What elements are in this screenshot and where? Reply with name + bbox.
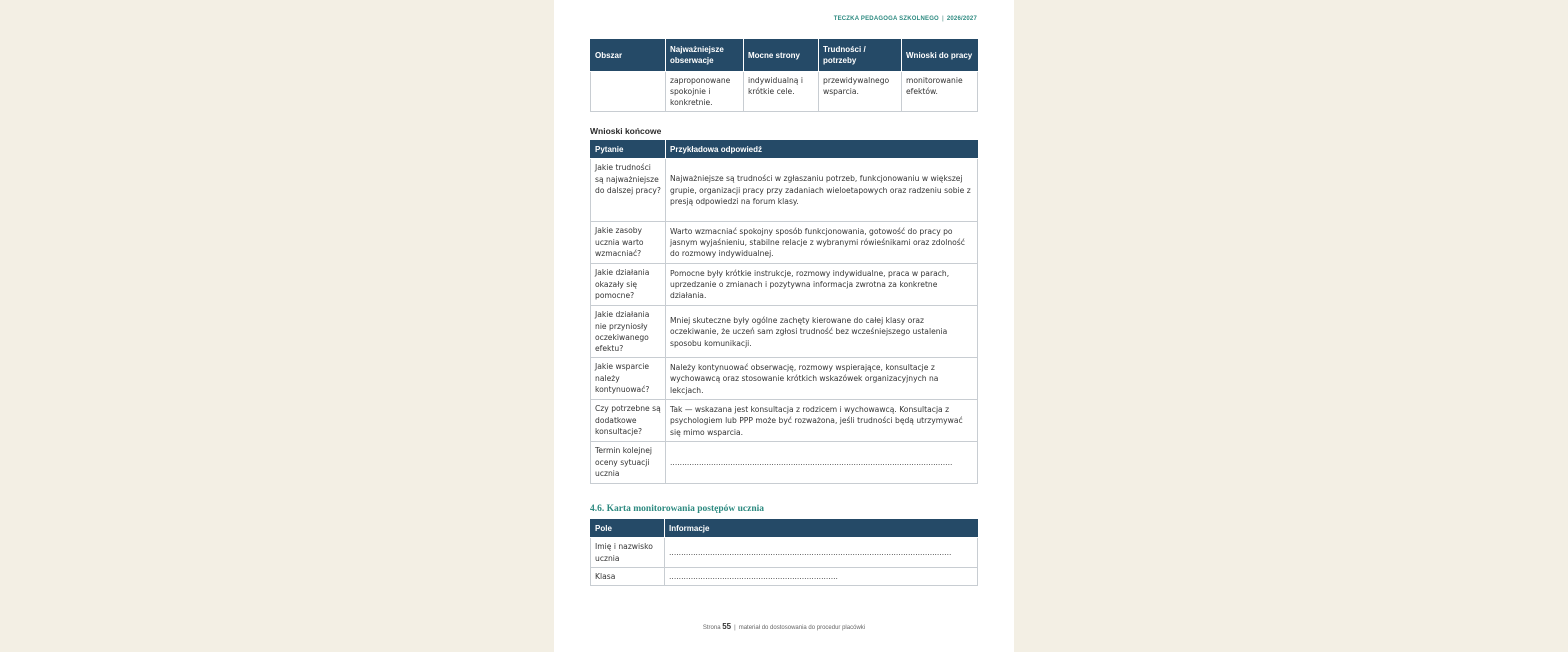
question-cell: Jakie trudności są najważniejsze do dalszej pracy? xyxy=(591,159,666,222)
question-cell: Jakie działania nie przyniosły oczekiwanego efektu? xyxy=(591,306,666,358)
question-cell: Jakie działania okazały się pomocne? xyxy=(591,264,666,306)
page-footer: Strona 55 | materiał do dostosowania do procedur placówki xyxy=(702,622,866,631)
table-row xyxy=(591,567,978,585)
monitoring-card-table xyxy=(590,519,978,586)
answer-cell: Najważniejsze są trudności w zgłaszaniu potrzeb, funkcjonowaniu w większej grupie, organizacji pracy przy zadaniach wieloetapowych oraz radzeniu sobie z presją odpowiedzi na forum klasy. xyxy=(666,159,978,222)
table-row xyxy=(591,222,978,264)
table-row xyxy=(591,538,978,568)
running-header: TECZKA PEDAGOGA SZKOLNEGO | 2026/2027 xyxy=(833,16,977,22)
answer-cell: Pomocne były krótkie instrukcje, rozmowy indywidualne, praca w parach, uprzedzanie o zmianach i pozytywna informacja zwrotna za konkretne działania. xyxy=(666,264,978,306)
observation-summary-table xyxy=(590,39,978,112)
conclusions-table xyxy=(590,140,978,484)
page-label: Strona xyxy=(702,625,721,631)
table-cell: zaproponowane spokojnie i konkretnie. xyxy=(666,71,744,112)
table-row xyxy=(591,358,978,400)
table-row xyxy=(591,306,978,358)
next-assessment-date-field[interactable]: ..................................................................................................................... xyxy=(666,442,978,484)
column-header-answer: Przykładowa odpowiedź xyxy=(666,141,978,159)
answer-cell: Tak — wskazana jest konsultacja z rodzicem i wychowawcą. Konsultacja z psychologiem lub PPP może być rozważona, jeśli trudności będą utrzymywać się mimo wsparcia. xyxy=(666,400,978,442)
column-header-area: Obszar xyxy=(591,40,666,72)
conclusions-heading: Wnioski końcowe xyxy=(590,126,662,136)
question-cell: Czy potrzebne są dodatkowe konsultacje? xyxy=(591,400,666,442)
table-header-row xyxy=(591,520,978,538)
answer-cell: Mniej skuteczne były ogólne zachęty kierowane do całej klasy oraz oczekiwanie, że uczeń sam zgłosi trudność bez wcześniejszego ustalenia sposobu komunikacji. xyxy=(666,306,978,358)
table-cell xyxy=(591,71,666,112)
class-field[interactable]: ...................................................................... xyxy=(665,567,978,585)
document-page xyxy=(554,0,1014,652)
header-title: TECZKA PEDAGOGA SZKOLNEGO xyxy=(833,16,939,22)
page-number: 55 xyxy=(722,622,732,631)
table-row xyxy=(591,71,978,112)
question-cell: Termin kolejnej oceny sytuacji ucznia xyxy=(591,442,666,484)
answer-cell: Należy kontynuować obserwację, rozmowy wspierające, konsultacje z wychowawcą oraz stosowanie krótkich wskazówek organizacyjnych na lekcjach. xyxy=(666,358,978,400)
table-row xyxy=(591,400,978,442)
column-header-field: Pole xyxy=(591,520,665,538)
field-label: Klasa xyxy=(591,567,665,585)
column-header-conclusions: Wnioski do pracy xyxy=(902,40,978,72)
column-header-observations: Najważniejsze obserwacje xyxy=(666,40,744,72)
column-header-strengths: Mocne strony xyxy=(744,40,819,72)
section-title: 4.6. Karta monitorowania postępów ucznia xyxy=(590,504,764,514)
student-name-field[interactable]: ..................................................................................................................... xyxy=(665,538,978,568)
table-cell: monitorowanie efektów. xyxy=(902,71,978,112)
column-header-question: Pytanie xyxy=(591,141,666,159)
question-cell: Jakie zasoby ucznia warto wzmacniać? xyxy=(591,222,666,264)
column-header-info: Informacje xyxy=(665,520,978,538)
answer-cell: Warto wzmacniać spokojny sposób funkcjonowania, gotowość do pracy po jasnym wyjaśnieniu, stabilne relacje z wybranymi rówieśnikami oraz zdolność do rozmowy indywidualnej. xyxy=(666,222,978,264)
table-cell: przewidywalnego wsparcia. xyxy=(819,71,902,112)
question-cell: Jakie wsparcie należy kontynuować? xyxy=(591,358,666,400)
table-header-row xyxy=(591,141,978,159)
field-label: Imię i nazwisko ucznia xyxy=(591,538,665,568)
header-year: 2026/2027 xyxy=(946,16,977,22)
table-header-row xyxy=(591,40,978,72)
table-cell: indywidualną i krótkie cele. xyxy=(744,71,819,112)
footer-note: materiał do dostosowania do procedur placówki xyxy=(738,625,866,631)
table-row xyxy=(591,264,978,306)
table-row xyxy=(591,442,978,484)
column-header-difficulties: Trudności / potrzeby xyxy=(819,40,902,72)
table-row xyxy=(591,159,978,222)
